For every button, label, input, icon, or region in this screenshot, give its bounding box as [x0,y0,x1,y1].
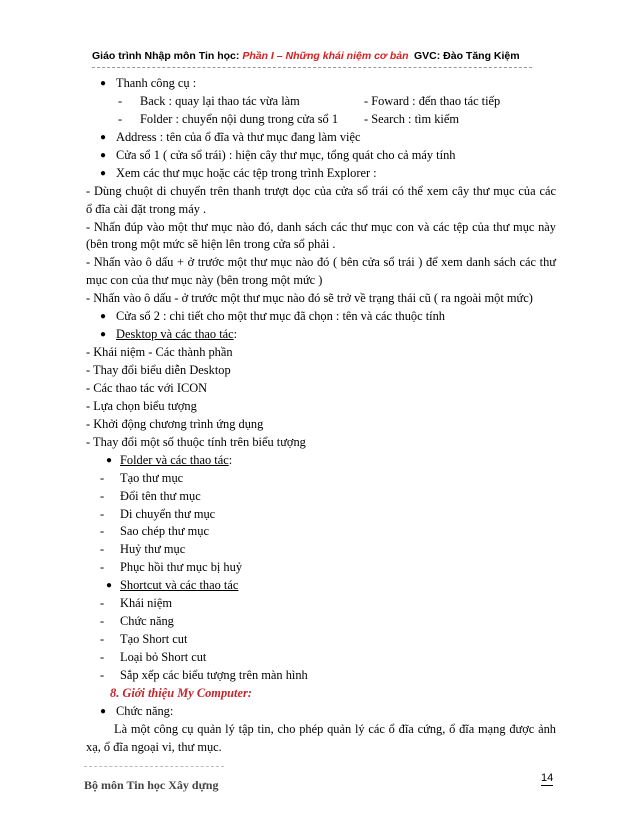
line-text [120,577,238,595]
line-text: - Nhấn đúp vào một thư mục nào đó, danh sách các thư mục con và các tệp của thư mục này [86,219,556,234]
content-line [86,416,556,434]
line-text: Huỷ thư mục [120,542,186,557]
line-text-secondary: - Foward : đến thao tác tiếp [364,93,501,108]
dash-marker: - [100,667,105,682]
content-line [86,165,556,183]
bullet-icon: ● [100,705,107,717]
bullet-icon: ● [106,454,113,466]
content-line [86,326,556,344]
line-text-main: Cửa sổ 2 : chi tiết cho một thư mục đã chọn : tên và các thuộc tính [116,309,445,324]
line-text: Back : quay lại thao tác vừa làm [140,93,300,108]
content-line [86,111,556,129]
line-text: Di chuyển thư mục [120,506,216,521]
bullet-icon: ● [100,131,107,143]
content-line [86,93,556,111]
line-text: Loại bỏ Short cut [120,650,207,664]
line-text-main: Cửa sổ 1 ( cửa sổ trái) : hiện cây thư mục, tổng quát cho cả máy tính [116,147,456,162]
line-text [116,129,360,147]
line-text: Sắp xếp các biểu tượng trên màn hình [120,667,308,682]
content-line [86,201,556,219]
line-text: ổ đĩa cài đặt trong máy . [86,201,207,216]
dash-marker: - [100,596,105,611]
bullet-icon: ● [106,580,113,592]
bullet-icon: ● [100,311,107,323]
line-text: Chức năng [120,614,174,629]
dash-marker: - [100,614,105,629]
line-text [120,452,232,470]
line-text: - Khái niệm - Các thành phần [86,345,233,360]
line-text: - Thay đổi một số thuộc tính trên biểu tượng [86,434,306,449]
line-text: - Các thao tác với ICON [86,380,208,395]
content-line [86,631,556,649]
line-text [116,326,237,344]
line-text [116,703,173,721]
content-line [86,559,556,577]
page-number: 14 [541,772,554,784]
bullet-icon: ● [100,149,107,161]
document-body [86,75,556,757]
line-text [116,75,196,93]
content-line [86,703,556,721]
content-line [86,236,556,254]
line-text: - Nhấn vào ô dấu - ở trước một thư mục nào đó sẽ trở về trạng thái cũ ( ra ngoài một mức) [86,291,533,306]
content-line [86,434,556,452]
line-text: - Khởi động chương trình ứng dụng [86,416,264,431]
dash-marker: - [100,506,105,521]
header-title-prefix: Giáo trình Nhập môn Tin học: [92,50,243,62]
content-line [86,523,556,541]
line-text: Khái niệm [120,596,172,611]
line-text: - Nhấn vào ô dấu + ở trước một thư mục nào đó ( bên cửa sổ trái ) để xem danh sách các thư [86,255,556,270]
content-line [86,183,556,201]
line-text: Là một công cụ quản lý tập tin, cho phép quản lý các ổ đĩa cứng, ổ đĩa mạng được ảnh [114,721,556,736]
bullet-icon: ● [100,167,107,179]
content-line [86,649,556,667]
page-header [92,50,532,62]
line-text [116,147,455,165]
section-heading: 8. Giới thiệu My Computer: [110,685,252,700]
line-text: - Thay đổi biểu diễn Desktop [86,363,231,377]
line-text: Tạo Short cut [120,632,188,647]
line-text-secondary: - Search : tìm kiếm [364,111,459,126]
line-text: - Lựa chọn biểu tượng [86,398,197,413]
line-text-suffix: : [233,327,238,342]
dash-marker: - [100,650,105,664]
footer-department: Bộ môn Tin học Xây dựng [84,778,219,792]
bullet-icon: ● [100,78,107,89]
dash-marker: - [100,632,105,647]
line-text: Đổi tên thư mục [120,488,201,503]
footer-divider [84,766,224,767]
dash-marker: - [100,470,105,485]
dash-marker: - [118,93,123,108]
line-text [116,165,377,183]
line-text: xạ, ổ đĩa ngoại vi, thư mục. [86,739,222,754]
header-divider [92,67,532,68]
content-line [86,488,556,506]
line-text: - Dùng chuột di chuyển trên thanh trượt dọc của cửa sổ trái có thể xem cây thư mục của các [86,183,556,198]
line-text: (bên trong một mức sẽ hiện lên trong cửa sổ phải . [86,237,336,252]
content-line [86,452,556,470]
content-line [86,721,556,739]
content-line [86,344,556,362]
content-line [86,577,556,595]
content-line [86,739,556,757]
content-line [86,380,556,398]
content-line [86,219,556,237]
content-line [86,75,556,93]
dash-marker: - [100,560,105,575]
line-text-main: Address : tên của ổ đĩa và thư mục đang làm việc [116,129,361,144]
content-line [86,272,556,290]
line-text-main: Xem các thư mục hoặc các tệp trong trình Explorer : [116,165,377,180]
content-line [86,254,556,272]
content-line [86,595,556,613]
line-text-main: Shortcut và các thao tác [120,578,239,593]
content-line [86,470,556,488]
content-line [86,129,556,147]
line-text-main: Chức năng: [116,703,174,718]
content-line [86,506,556,524]
dash-marker: - [118,111,123,126]
dash-marker: - [100,524,105,539]
content-line [86,147,556,165]
content-line [86,290,556,308]
line-text [116,308,445,326]
header-author: GVC: Đào Tăng Kiệm [414,50,520,62]
content-line [86,398,556,416]
content-line [86,667,556,685]
line-text-main: Desktop và các thao tác [116,327,234,342]
bullet-icon: ● [100,329,107,341]
content-line [86,541,556,559]
line-text: Folder : chuyển nội dung trong cửa sổ 1 [140,111,339,126]
content-line [86,362,556,380]
line-text: Tạo thư mục [120,470,184,485]
content-line [86,613,556,631]
line-text-suffix: : [228,452,233,467]
line-text-main: Thanh công cụ : [116,76,197,90]
dash-marker: - [100,542,105,557]
dash-marker: - [100,488,105,503]
line-text-main: Folder và các thao tác [120,452,229,467]
line-text: Sao chép thư mục [120,524,209,539]
content-line [86,308,556,326]
header-section-title: Phần I – Những khái niệm cơ bản [242,50,409,62]
content-line [86,685,556,703]
line-text: Phục hồi thư mục bị huỷ [120,560,243,575]
line-text: mục con của thư mục này (bên trong một mức ) [86,273,323,288]
